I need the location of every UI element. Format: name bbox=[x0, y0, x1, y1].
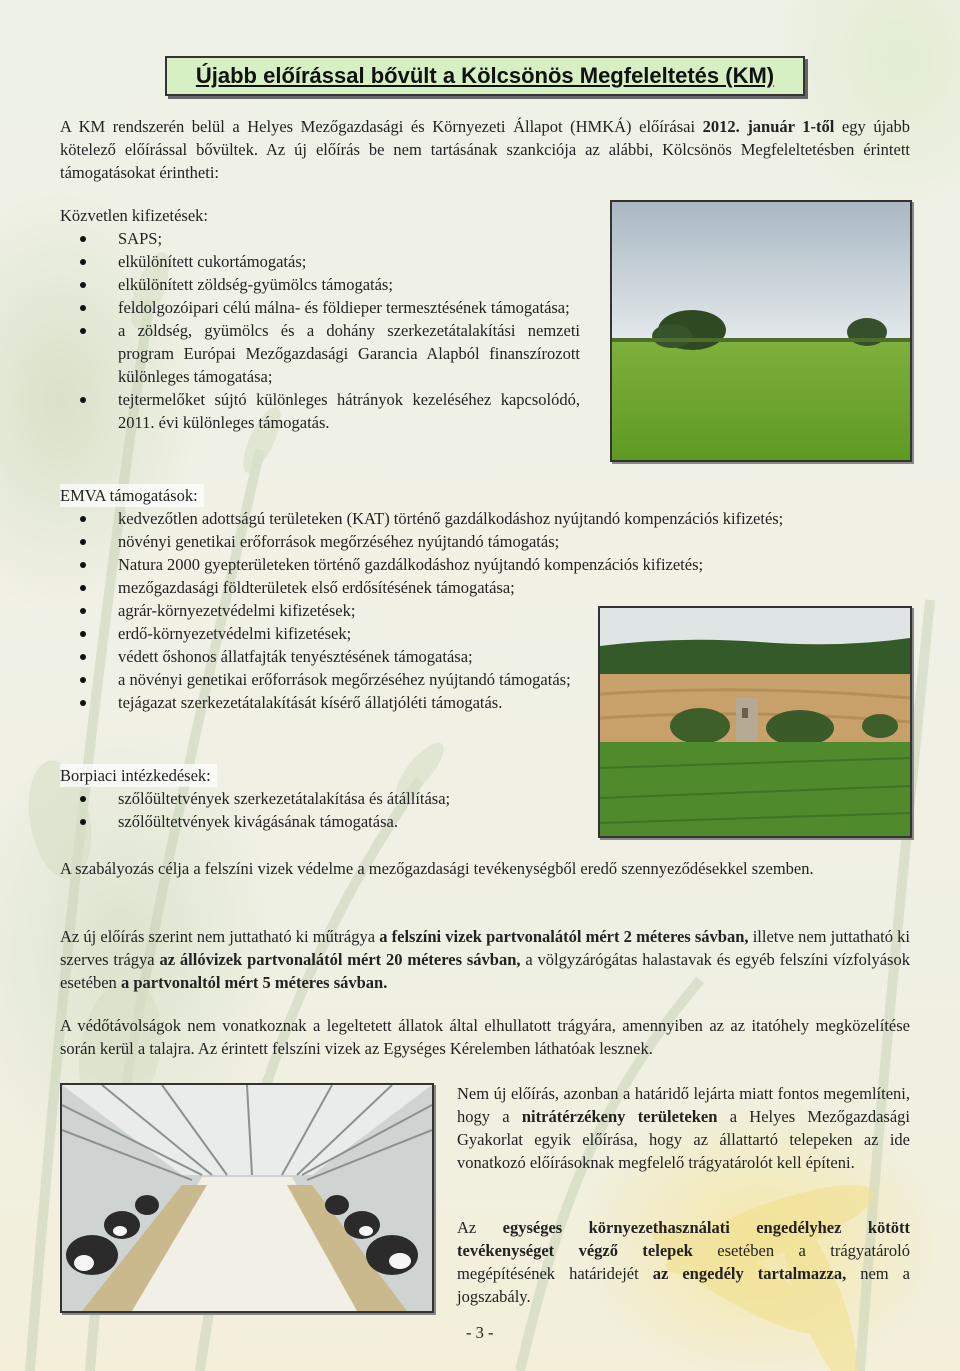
list-item: a zöldség, gyümölcs és a dohány szerkezetátalakítási nemzeti program Európai Mezőgazdasági Garancia Alapból finanszírozott különleges támogatása; bbox=[60, 319, 580, 388]
purpose-paragraph: A szabályozás célja a felszíni vizek védelme a mezőgazdasági tevékenységből eredő szennyeződésekkel szemben. bbox=[60, 859, 814, 878]
meadow-photo bbox=[610, 200, 912, 462]
direct-payments-list bbox=[60, 227, 580, 434]
direct-payments-section bbox=[60, 204, 580, 434]
emva-heading: EMVA támogatások: bbox=[60, 484, 204, 507]
wine-list bbox=[60, 787, 912, 833]
list-item: feldolgozóipari célú málna- és földieper termesztésének támogatása; bbox=[60, 296, 580, 319]
list-item: szőlőültetvények kivágásának támogatása. bbox=[60, 810, 912, 833]
list-item: SAPS; bbox=[60, 227, 580, 250]
list-item: elkülönített cukortámogatás; bbox=[60, 250, 580, 273]
intro-paragraph bbox=[60, 115, 910, 184]
direct-payments-heading: Közvetlen kifizetések: bbox=[60, 206, 208, 225]
list-item: agrár-környezetvédelmi kifizetések; bbox=[60, 599, 912, 622]
intro-text-2: egy újabb kötelező előírással bővültek. Az új előírás be nem tartásának szankciója az alábbi, Kölcsönös Megfeleltetésben érintett támogatásokat érintheti: bbox=[60, 117, 910, 182]
wine-heading: Borpiaci intézkedések: bbox=[60, 764, 217, 787]
list-item: a növényi genetikai erőforrások megőrzéséhez nyújtandó támogatás; bbox=[60, 668, 580, 691]
list-item: tejtermelőket sújtó különleges hátrányok kezeléséhez kapcsolódó, 2011. évi különleges támogatás. bbox=[60, 388, 580, 434]
list-item: védett őshonos állatfajták tenyésztésének támogatása; bbox=[60, 645, 912, 668]
intro-date: 2012. január 1-től bbox=[702, 117, 835, 136]
list-item: kedvezőtlen adottságú területeken (KAT) történő gazdálkodáshoz nyújtandó kompenzációs kifizetés; bbox=[60, 507, 912, 530]
list-item: növényi genetikai erőforrások megőrzéséhez nyújtandó támogatás; bbox=[60, 530, 912, 553]
list-item: elkülönített zöldség-gyümölcs támogatás; bbox=[60, 273, 580, 296]
protection-paragraph: A védőtávolságok nem vonatkoznak a legeltetett állatok által elhullatott trágyára, amennyiben az az itatóhely megközelítése során kerül a talajra. Az érintett felszíni vizek az Egységes Kérelemben láthatóak lesznek. bbox=[60, 1016, 910, 1058]
page-number: - 3 - bbox=[466, 1323, 494, 1342]
list-item: szőlőültetvények szerkezetátalakítása és átállítása; bbox=[60, 787, 912, 810]
nitrate-paragraph: Nem új előírás, azonban a határidő lejárta miatt fontos megemlíteni, hogy a nitrátérzékeny területeken a Helyes Mezőgazdasági Gyakorlat egyik előírása, hogy az állattartó telepeken az ide vonatkozó előírásoknak megfelelő trágyatárolót kell építeni. bbox=[457, 1084, 911, 1172]
list-item: tejágazat szerkezetátalakítását kísérő állatjóléti támogatás. bbox=[60, 691, 912, 714]
list-item: erdő-környezetvédelmi kifizetések; bbox=[60, 622, 912, 645]
title-box bbox=[165, 56, 805, 96]
permit-paragraph: Az egységes környezethasználati engedélyhez kötött tevékenységet végző telepek esetében a trágyatároló megépítésének határidejét az engedély tartalmazza, nem a jogszabály. bbox=[457, 1218, 910, 1306]
rule-paragraph: Az új előírás szerint nem juttatható ki műtrágya a felszíni vizek partvonalától mért 2 méteres sávban, illetve nem juttatható ki szerves trágya az állóvizek partvonalától mért 20 méteres sávban, a völgyzárógátas halastavak és egyéb felszíni vízfolyások esetében a partvonaltól mért 5 méteres sávban. bbox=[60, 927, 910, 992]
page-title: Újabb előírással bővült a Kölcsönös Megfeleltetés (KM) bbox=[195, 63, 775, 88]
list-item: Natura 2000 gyepterületeken történő gazdálkodáshoz nyújtandó kompenzációs kifizetés; bbox=[60, 553, 912, 576]
intro-text-1: A KM rendszerén belül a Helyes Mezőgazdasági és Környezeti Állapot (HMKÁ) előírásai bbox=[60, 117, 703, 136]
wine-section bbox=[60, 764, 912, 833]
cow-barn-photo bbox=[60, 1083, 434, 1313]
list-item: mezőgazdasági földterületek első erdősítésének támogatása; bbox=[60, 576, 912, 599]
